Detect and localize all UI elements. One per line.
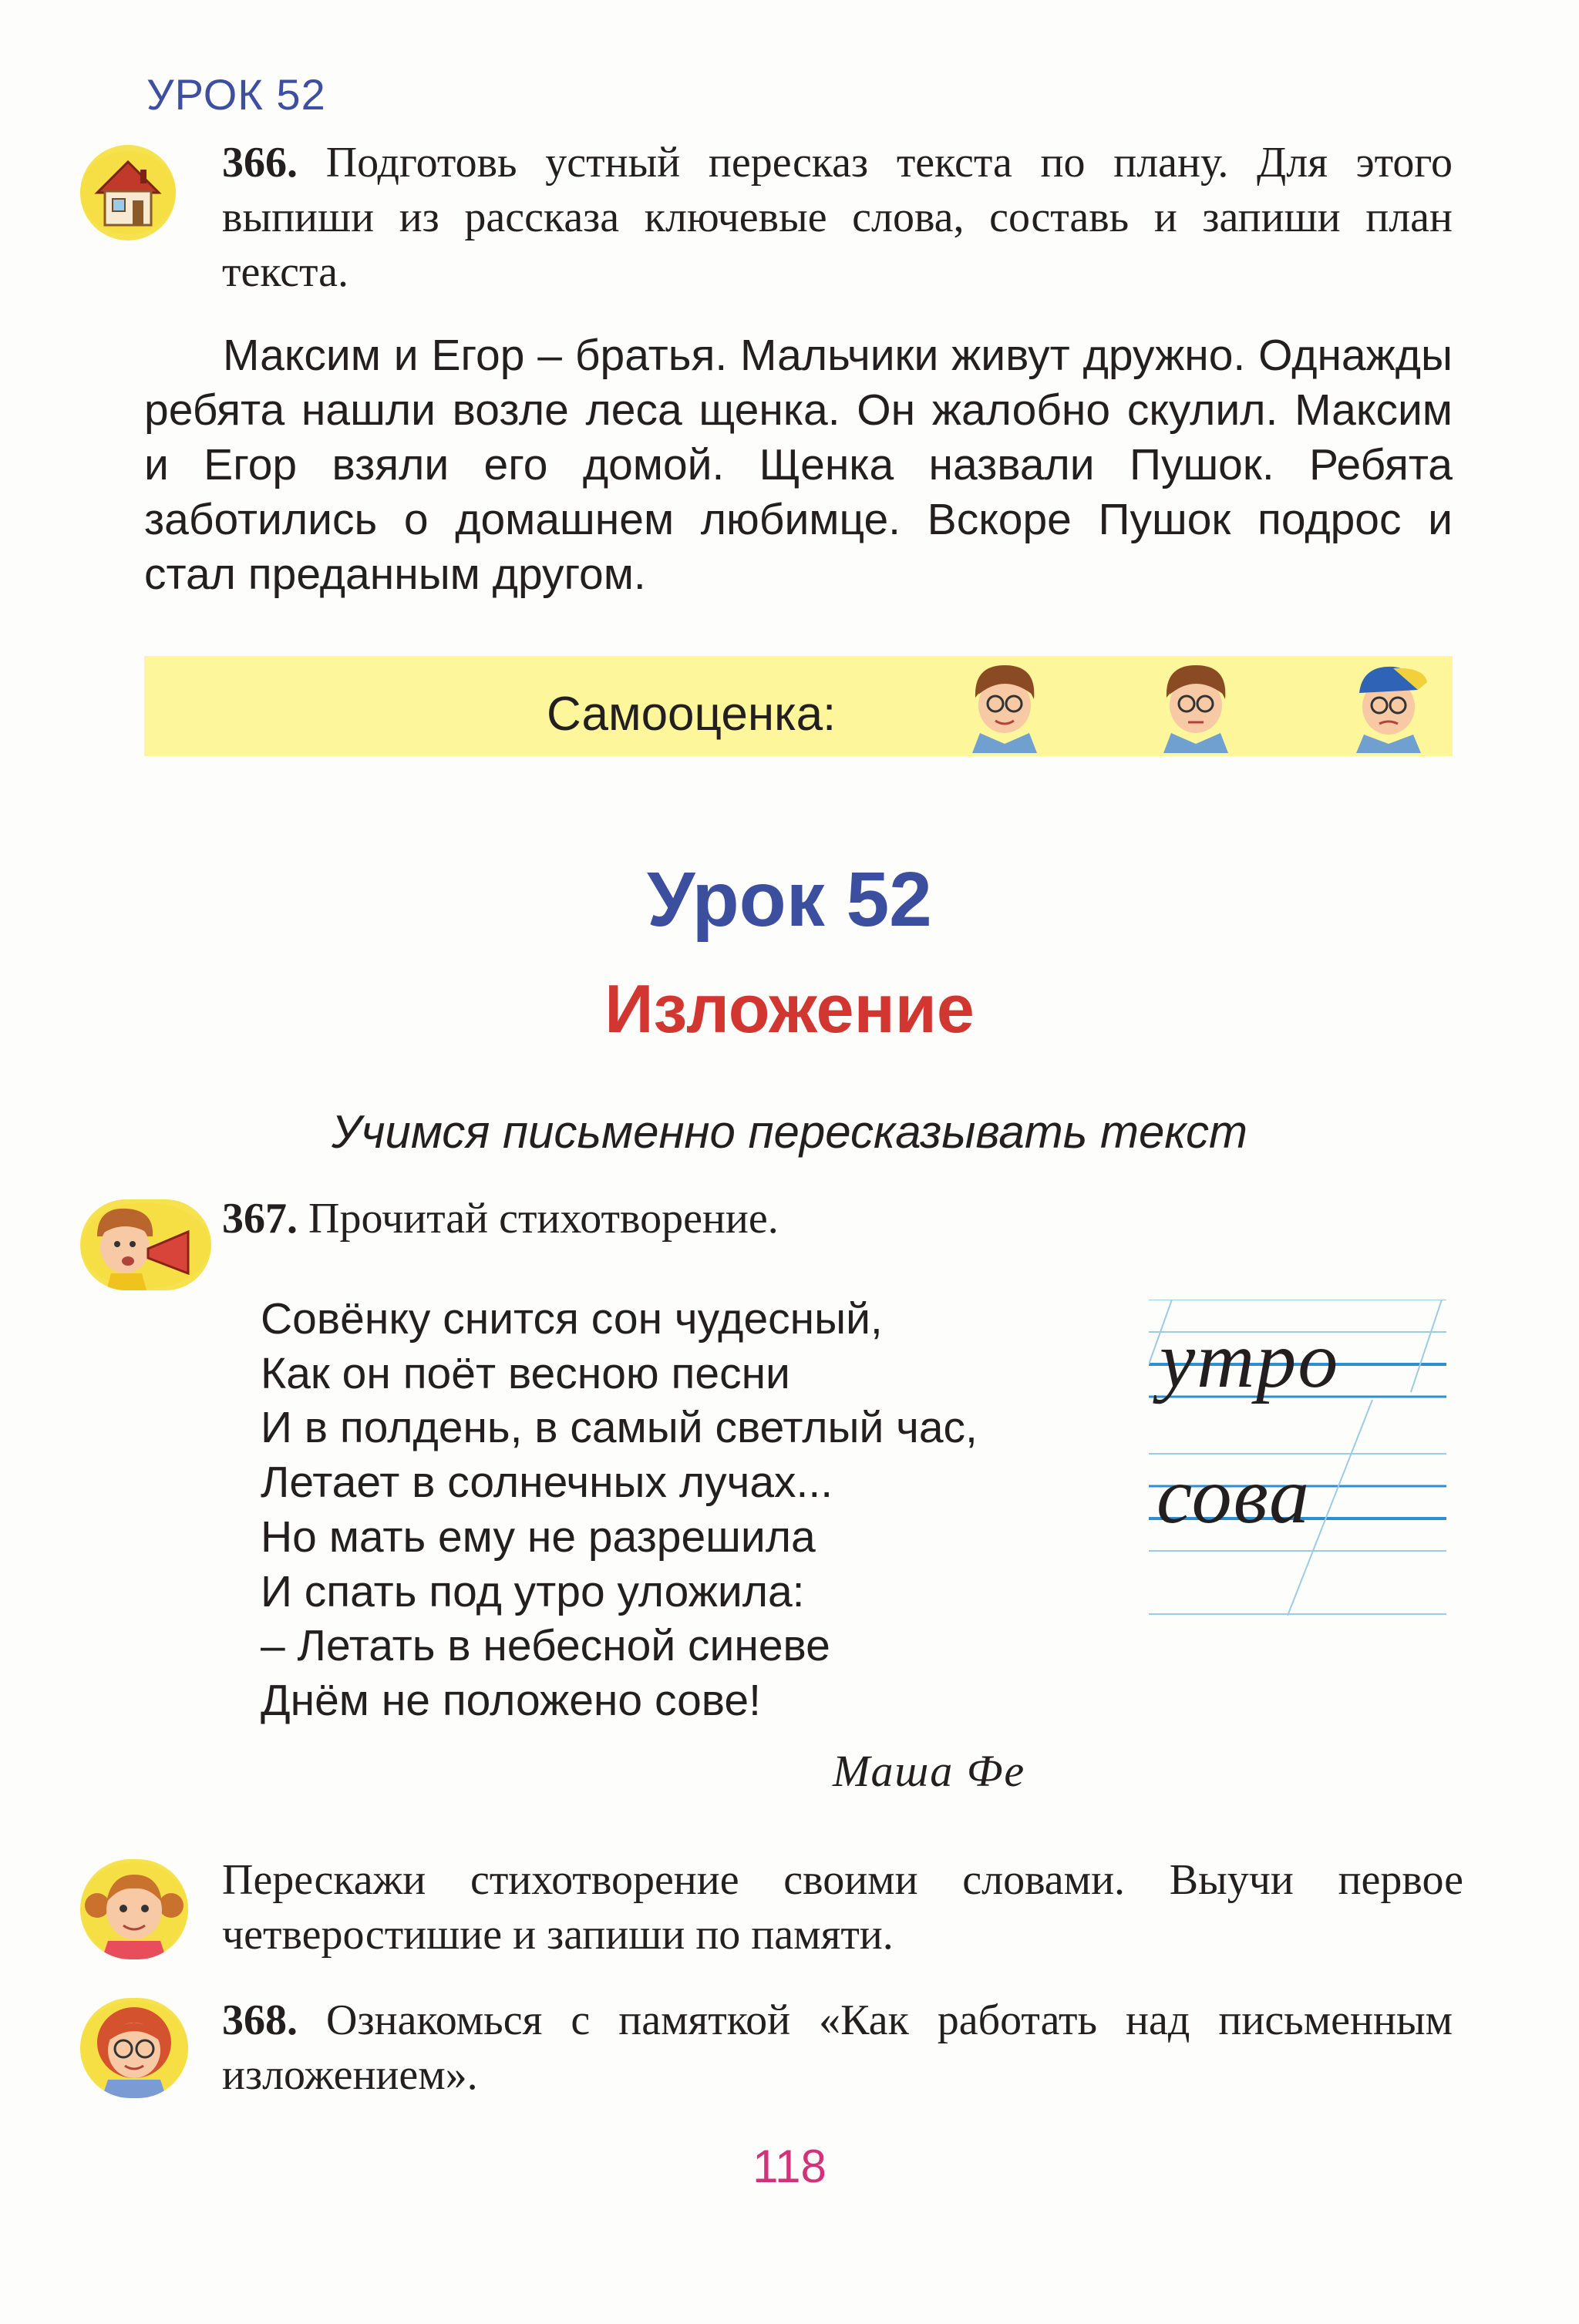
poem-line: И спать под утро уложила: (261, 1566, 805, 1616)
house-icon (80, 145, 176, 240)
poem-line: Летает в солнечных лучах... (261, 1458, 833, 1508)
poem-line: Как он поёт весною песни (261, 1348, 790, 1398)
lesson-title: Урок 52 (647, 856, 932, 943)
task-instruction: Подготовь устный пересказ текста по плану. Для этого выпиши из рассказа ключевые слова, составь и запиши план текста. (222, 139, 1453, 296)
lesson-goal: Учимся письменно пересказывать текст (332, 1106, 1247, 1158)
copybook-word: утро (1160, 1316, 1340, 1404)
task-number: 368. (222, 1996, 298, 2044)
poem-line: – Летать в небесной синеве (261, 1621, 830, 1671)
poem-line: Днём не положено сове! (261, 1675, 761, 1725)
poem (261, 1292, 978, 1728)
task-number: 366. (222, 139, 298, 187)
boy-face-icon (963, 659, 1046, 753)
boy-with-cap-face-icon (1347, 659, 1430, 753)
story-text: Максим и Егор – братья. Мальчики живут дружно. Однажды ребята нашли возле леса щенка. Он жалобно скулил. Максим и Егор взяли его домой. Щенка назвали Пушок. Ребята заботились о домашнем любимце. Вскоре Пушок подрос и стал преданным другом. (144, 331, 1453, 599)
task-instruction: Прочитай стихотворение. (308, 1195, 779, 1243)
boy-with-megaphone-icon (80, 1199, 211, 1290)
poem-line: И в полдень, в самый светлый час, (261, 1403, 978, 1453)
self-assessment-label: Самооценка: (547, 688, 837, 741)
running-head: УРОК 52 (146, 70, 326, 119)
poem-line: Но мать ему не разрешила (261, 1512, 816, 1562)
girl-face-icon (80, 1859, 188, 1959)
task-instruction: Ознакомься с памяткой «Как работать над письменным изложением». (222, 1996, 1453, 2099)
copybook-sample (1149, 1300, 1446, 1616)
copybook-word: сова (1156, 1451, 1311, 1540)
poem-author: Маша Фе (833, 1746, 1026, 1796)
self-assessment-band (144, 656, 1453, 756)
task-367 (222, 1192, 1301, 1246)
girl-with-glasses-icon (80, 1998, 188, 2098)
page-number: 118 (752, 2141, 827, 2192)
task-number: 367. (222, 1195, 298, 1243)
retell-instruction: Перескажи стихотворение своими словами. Выучи первое четверостишие и запиши по памяти. (222, 1856, 1463, 1959)
task-366 (222, 136, 1453, 300)
lesson-subtitle: Изложение (604, 970, 975, 1047)
boy-face-icon (1154, 659, 1237, 753)
poem-line: Совёнку снится сон чудесный, (261, 1294, 883, 1344)
task-368 (222, 1993, 1453, 2103)
